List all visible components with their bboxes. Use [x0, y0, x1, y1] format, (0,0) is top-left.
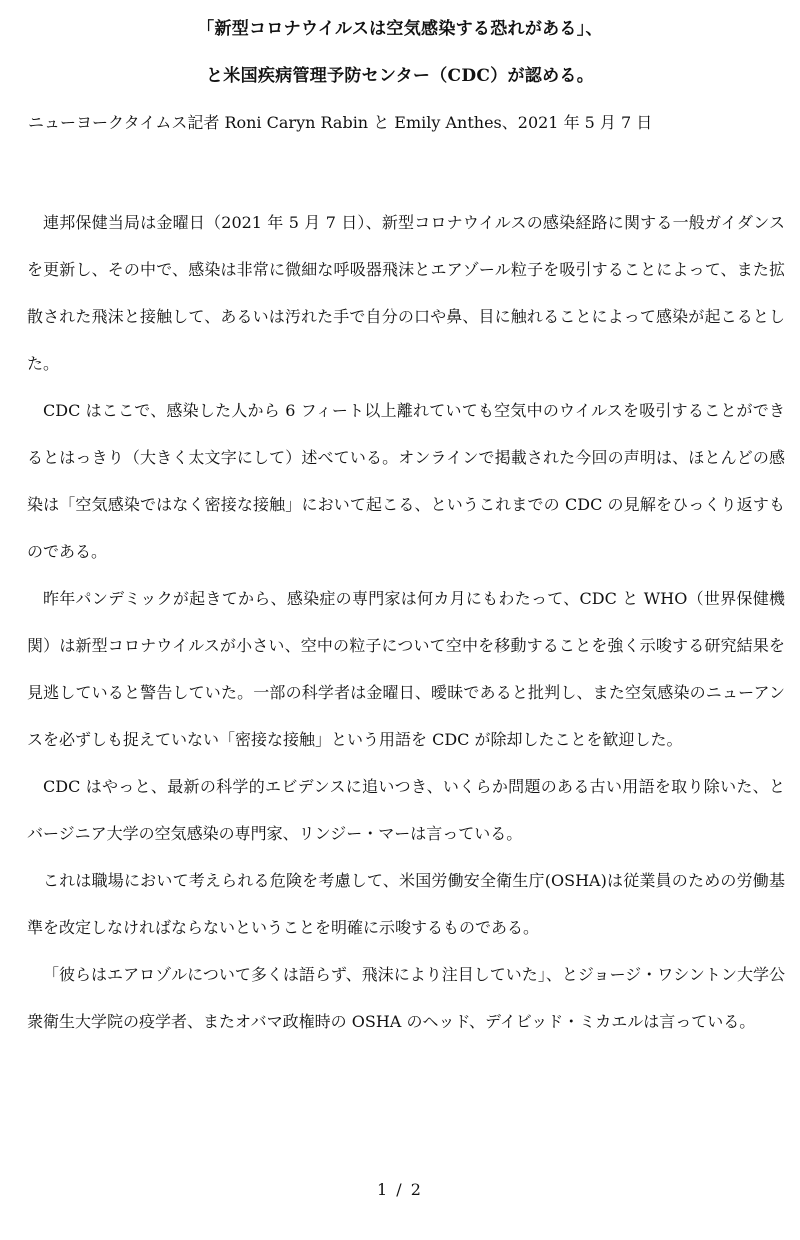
- headline-line-2: と米国疾病管理予防センター（CDC）が認める。: [205, 66, 595, 86]
- page-number: 1 / 2: [377, 1180, 423, 1199]
- paragraph-4: CDC はやっと、最新の科学的エビデンスに追いつき、いくらか問題のある古い用語を取り除いた、とバージニア大学の空気感染の専門家、リンジー・マーは言っている。: [27, 777, 785, 843]
- paragraph-6: 「彼らはエアロゾルについて多くは語らず、飛沫により注目していた」、とジョージ・ワシントン大学公衆衛生大学院の疫学者、またオバマ政権時の OSHA のヘッド、デイビッド・ミカエルは言っている。: [27, 965, 785, 1031]
- paragraph-1: 連邦保健当局は金曜日（2021 年 5 月 7 日）、新型コロナウイルスの感染経路に関する一般ガイダンスを更新し、その中で、感染は非常に微細な呼吸器飛沫とエアゾール粒子を吸引することによって、また拡散された飛沫と接触して、あるいは汚れた手で自分の口や鼻、目に触れることによって感染が起こるとした。: [27, 213, 785, 373]
- paragraph-5: これは職場において考えられる危険を考慮して、米国労働安全衛生庁(OSHA)は従業員のための労働基準を改定しなければならないということを明確に示唆するものである。: [27, 871, 785, 937]
- paragraph-3: 昨年パンデミックが起きてから、感染症の専門家は何カ月にもわたって、CDC と WHO（世界保健機関）は新型コロナウイルスが小さい、空中の粒子について空中を移動することを強く示唆する研究結果を見逃していると警告していた。一部の科学者は金曜日、曖昧であると批判し、また空気感染のニューアンスを必ずしも捉えていない「密接な接触」という用語を CDC が除却したことを歓迎した。: [27, 589, 785, 749]
- article-body: [27, 199, 785, 1045]
- paragraph-2: CDC はここで、感染した人から 6 フィート以上離れていても空気中のウイルスを吸引することができるとはっきり（大きく太文字にして）述べている。オンラインで掲載された今回の声明は、ほとんどの感染は「空気感染ではなく密接な接触」において起こる、というこれまでの CDC の見解をひっくり返すものである。: [27, 401, 785, 561]
- byline: ニューヨークタイムス記者 Roni Caryn Rabin と Emily Anthes、2021 年 5 月 7 日: [28, 113, 653, 132]
- headline-line-1: 「新型コロナウイルスは空気感染する恐れがある」、: [197, 19, 603, 39]
